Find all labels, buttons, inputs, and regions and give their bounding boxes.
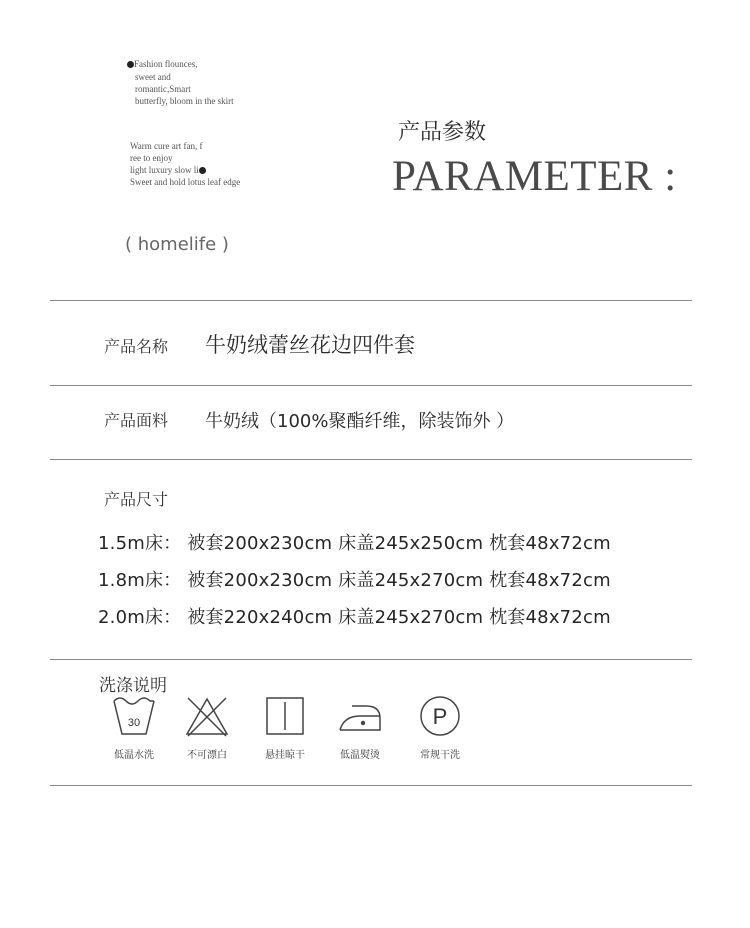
size-row: 1.5m床： 被套200x230cm 床盖245x250cm 枕套48x72cm bbox=[98, 533, 611, 554]
bullet-dot-icon bbox=[127, 61, 134, 68]
page-title-en: PARAMETER : bbox=[392, 153, 677, 200]
fabric-value: 牛奶绒（100%聚酯纤维，除装饰外 ） bbox=[205, 411, 515, 432]
divider bbox=[50, 659, 692, 660]
divider bbox=[50, 385, 692, 386]
care-item-low-temp-wash bbox=[94, 694, 174, 761]
deco-text-line: light luxury slow li bbox=[130, 164, 206, 176]
divider bbox=[50, 459, 692, 460]
svg-text:30: 30 bbox=[127, 717, 141, 729]
wash-30-icon bbox=[110, 694, 158, 738]
product-name-value: 牛奶绒蕾丝花边四件套 bbox=[205, 333, 415, 357]
fabric-label: 产品面料 bbox=[104, 411, 169, 430]
care-item-no-bleach bbox=[167, 694, 247, 761]
care-item-dry-clean bbox=[400, 694, 480, 761]
care-title: 洗涤说明 bbox=[99, 676, 167, 696]
size-row: 2.0m床： 被套220x240cm 床盖245x270cm 枕套48x72cm bbox=[98, 607, 611, 628]
care-label: 不可漂白 bbox=[187, 750, 227, 761]
divider bbox=[50, 300, 692, 301]
care-label: 低温水洗 bbox=[114, 750, 154, 761]
product-name-label: 产品名称 bbox=[104, 337, 169, 356]
bullet-dot-icon bbox=[199, 167, 206, 174]
deco-text-line: romantic,Smart bbox=[135, 84, 191, 94]
no-bleach-icon bbox=[183, 694, 231, 738]
dry-clean-icon bbox=[416, 694, 464, 738]
deco-text-line: butterfly, bloom in the skirt bbox=[135, 96, 234, 106]
deco-text-line: ree to enjoy bbox=[130, 153, 173, 163]
deco-text-line: sweet and bbox=[135, 72, 171, 82]
care-label: 低温熨烫 bbox=[340, 750, 380, 761]
care-label: 常规干洗 bbox=[420, 750, 460, 761]
deco-text-line: Warm cure art fan, f bbox=[130, 141, 203, 151]
deco-text-line: Sweet and hold lotus leaf edge bbox=[130, 177, 241, 187]
care-item-low-iron bbox=[320, 694, 400, 761]
hang-dry-icon bbox=[261, 694, 309, 738]
size-row: 1.8m床： 被套200x230cm 床盖245x270cm 枕套48x72cm bbox=[98, 570, 611, 591]
deco-text-line: Fashion flounces, bbox=[127, 58, 198, 70]
page-title-cn: 产品参数 bbox=[398, 120, 487, 145]
care-item-hang-dry bbox=[245, 694, 325, 761]
svg-text:P: P bbox=[432, 704, 448, 729]
size-label: 产品尺寸 bbox=[104, 490, 169, 509]
low-iron-icon bbox=[336, 694, 384, 738]
homelife-tagline: ( homelife ) bbox=[125, 234, 229, 255]
care-label: 悬挂晾干 bbox=[265, 750, 305, 761]
divider bbox=[50, 785, 692, 786]
